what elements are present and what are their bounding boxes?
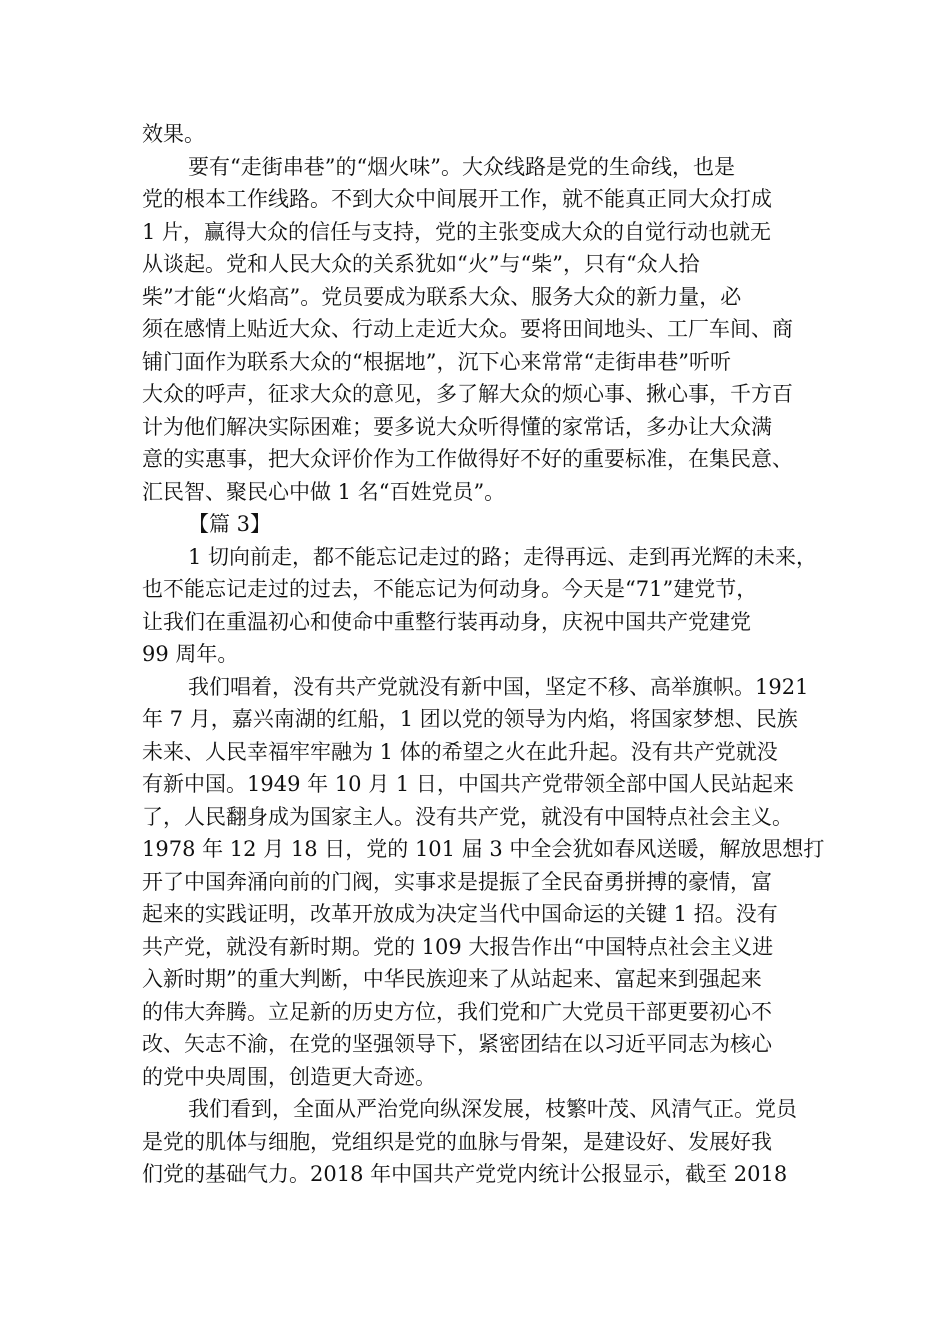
text-line: 是党的肌体与细胞，党组织是党的血脉与骨架，是建设好、发展好我 — [142, 1129, 772, 1154]
text-line: 99 周年。 — [142, 642, 239, 666]
text-line: 年 7 月，嘉兴南湖的红船，1 团以党的领导为内焰，将国家梦想、民族 — [142, 707, 798, 731]
text-line: 入新时期”的重大判断，中华民族迎来了从站起来、富起来到强起来 — [142, 967, 762, 991]
text-line: 共产党，就没有新时期。党的 109 大报告作出“中国特点社会主义进 — [142, 934, 774, 959]
text-line: 我们看到，全面从严治党向纵深发展，枝繁叶茂、风清气正。党员 — [188, 1097, 797, 1121]
text-line: 大众的呼声，征求大众的意见，多了解大众的烦心事、揪心事，千方百 — [142, 382, 793, 406]
text-line: 让我们在重温初心和使命中重整行装再动身，庆祝中国共产党建党 — [142, 609, 751, 634]
text-line: 汇民智、聚民心中做 1 名“百姓党员”。 — [142, 479, 506, 504]
text-line: 未来、人民幸福牢牢融为 1 体的希望之火在此升起。没有共产党就没 — [142, 739, 778, 764]
text-line: 我们唱着，没有共产党就没有新中国，坚定不移、高举旗帜。1921 — [188, 674, 809, 699]
document-body — [142, 118, 825, 1191]
text-line: 有新中国。1949 年 10 月 1 日，中国共产党带领全部中国人民站起来 — [142, 772, 794, 796]
text-line: 计为他们解决实际困难；要多说大众听得懂的家常话，多办让大众满 — [142, 414, 772, 439]
section-heading: 【篇 3】 — [188, 512, 272, 536]
text-line: 效果。 — [142, 122, 205, 146]
text-line: 1978 年 12 月 18 日，党的 101 届 3 中全会犹如春风送暖，解放思想打 — [142, 837, 825, 861]
text-line: 改、矢志不渝，在党的坚强领导下，紧密团结在以习近平同志为核心 — [142, 1032, 772, 1056]
text-line: 1 片，赢得大众的信任与支持，党的主张变成大众的自觉行动也就无 — [142, 219, 772, 244]
text-line: 的党中央周围，创造更大奇迹。 — [142, 1064, 436, 1089]
text-line: 要有“走街串巷”的“烟火味”。大众线路是党的生命线，也是 — [188, 154, 735, 179]
text-line: 起来的实践证明，改革开放成为决定当代中国命运的关键 1 招。没有 — [142, 902, 778, 926]
text-line: 党的根本工作线路。不到大众中间展开工作，就不能真正同大众打成 — [142, 187, 772, 211]
text-line: 1 切向前走，都不能忘记走过的路；走得再远、走到再光辉的未来， — [188, 544, 818, 569]
text-line: 开了中国奔涌向前的门阀，实事求是提振了全民奋勇拼搏的豪情，富 — [142, 869, 772, 894]
text-line: 了，人民翻身成为国家主人。没有共产党，就没有中国特点社会主义。 — [142, 804, 793, 829]
text-line: 须在感情上贴近大众、行动上走近大众。要将田间地头、工厂车间、商 — [142, 317, 793, 341]
text-line: 也不能忘记走过的过去，不能忘记为何动身。今天是“71”建党节， — [142, 577, 758, 601]
text-line: 从谈起。党和人民大众的关系犹如“火”与“柴”，只有“众人拾 — [142, 252, 700, 276]
text-line: 们党的基础气力。2018 年中国共产党党内统计公报显示，截至 2018 — [142, 1162, 788, 1186]
text-line: 柴”才能“火焰高”。党员要成为联系大众、服务大众的新力量，必 — [142, 284, 742, 309]
text-line: 意的实惠事，把大众评价作为工作做得好不好的重要标准，在集民意、 — [142, 447, 793, 471]
text-line: 铺门面作为联系大众的“根据地”，沉下心来常常“走街串巷”听听 — [142, 349, 731, 374]
text-line: 的伟大奔腾。立足新的历史方位，我们党和广大党员干部更要初心不 — [142, 999, 772, 1024]
